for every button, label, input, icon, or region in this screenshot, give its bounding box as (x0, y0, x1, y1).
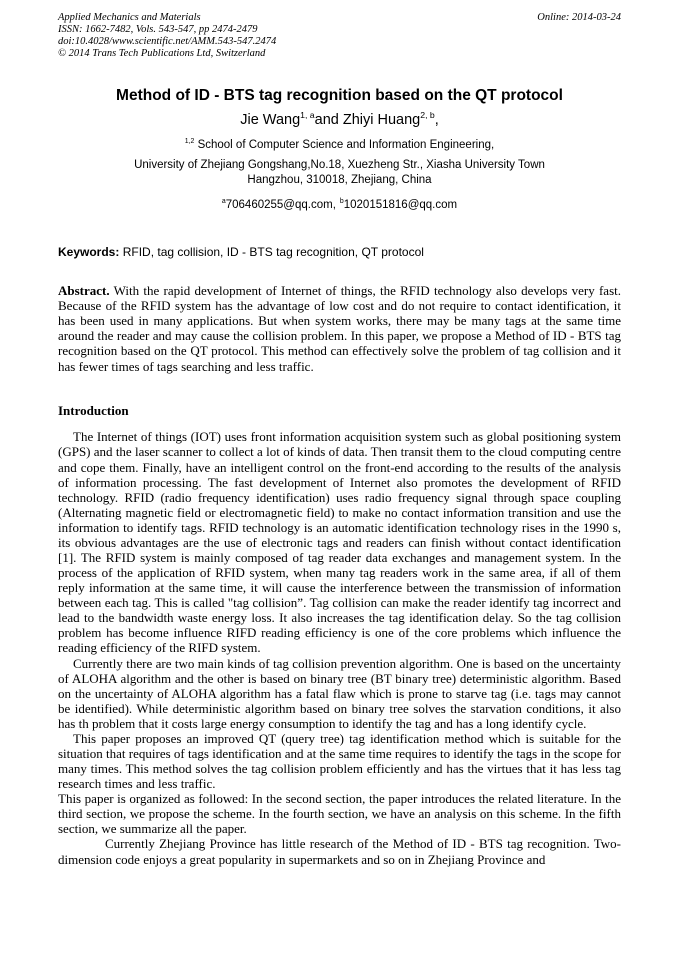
emails-line (58, 199, 621, 211)
keywords-line (58, 245, 621, 259)
author-second-superscript: 2, b (420, 110, 435, 121)
affiliation-address-block (58, 158, 621, 188)
journal-copyright-line: © 2014 Trans Tech Publications Ltd, Switzerland (58, 48, 266, 60)
affiliation-school: School of Computer Science and Information Engineering, (194, 139, 495, 152)
affiliation-city-line: Hangzhou, 310018, Zhejiang, China (247, 174, 432, 187)
intro-paragraph-2: Currently there are two main kinds of tag collision prevention algorithm. One is based on the uncertainty of ALOHA algorithm and the other is based on binary tree (BT binary tree) deterministic algorithm. Based on the uncertainty of ALOHA algorithm has a fatal flaw which is prone to starve tag (i.e. tags may cannot be identified). While deterministic algorithm based on binary tree solves the starvation conditions, it also has th problem that it costs large energy consumption to identify the tag and has a long identify cycle. (58, 655, 621, 731)
authors-trailing-comma: , (434, 112, 439, 129)
author-first-superscript: 1, a (300, 110, 315, 121)
intro-paragraph-3: This paper proposes an improved QT (query tree) tag identification method which is suitable for the situation that requires of tags identification and at the same time requires to identify the tags in the scope for many times. This method solves the tag collision problem efficiently and has the virtues that it has less tag research times and less traffic. (58, 730, 621, 792)
journal-header (58, 12, 621, 60)
affiliation-university-line: University of Zhejiang Gongshang,No.18, Xuezheng Str., Xiasha University Town (134, 159, 545, 172)
paper-title: Method of ID - BTS tag recognition based on the QT protocol (116, 87, 563, 105)
email-a: 706460255@qq.com, (225, 199, 336, 212)
intro-paragraph-1: The Internet of things (IOT) uses front information acquisition system such as global positioning system (GPS) and the laser scanner to collect a lot of kinds of data. Then transit them to the cloud computing centre and cope them. Finally, have an intelligent control on the front-end according to the results of the analysis of information processing. The fast development of Internet also promotes the development of RFID technology. RFID (radio frequency identification) uses radio frequency signal through space coupling (Alternating magnetic field or electromagnetic field) to make no contact information transition and use the information to identify tags. RFID technology is an automatic identification technology rises in the 1990 s, its obvious advantages are the use of electronic tags and readers can finish without contact identification [1]. The RFID system is mainly composed of tag reader data exchanges and management system. In the process of the application of RFID system, when many tag readers work in the same area, if all of them reply information at the same time, it will cause the interference between the transmission of information between each tag. This is called "tag collision”. Tag collision can make the reader identify tag incorrect and lead to the bandwidth waste energy loss. It also increases the tag identification delay. So the tag collision problem has become influence RIFD reading efficiency is one of the core problems which influence the reading efficiency of the RIFD system. (58, 429, 621, 656)
abstract-label: Abstract. (58, 283, 110, 299)
author-first-name: Jie Wang (240, 112, 301, 129)
journal-title: Applied Mechanics and Materials (58, 12, 201, 23)
abstract-text: With the rapid development of Internet of things, the RFID technology also develops very fast. Because of the RFID system has the advantage of low cost and do not require to contact identification, it has been used in many applications. But when system works, there may be many tags at the same time around the reader and may cause the collision problem. In this paper, we propose a Method of ID - BTS tag recognition based on the QT protocol. This method can effectively solve the problem of tag collision and it has fewer times of tags searching and less traffic. (58, 283, 621, 374)
journal-doi-line: doi:10.4028/www.scientific.net/AMM.543-547.2474 (58, 36, 277, 48)
keywords-text: RFID, tag collision, ID - BTS tag recognition, QT protocol (119, 245, 424, 260)
introduction-heading: Introduction (58, 402, 129, 418)
intro-paragraph-5: Currently Zhejiang Province has little research of the Method of ID - BTS tag recognition. Two-dimension code enjoys a great popularity in supermarkets and so on in Zhejiang Province and (58, 836, 621, 867)
email-a-superscript: a (221, 198, 226, 206)
journal-issn-line: ISSN: 1662-7482, Vols. 543-547, pp 2474-2479 (58, 24, 258, 36)
intro-paragraph-4: This paper is organized as followed: In the second section, the paper introduces the related literature. In the third section, we propose the scheme. In the fourth section, we have an analysis on this scheme. In the fifth section, we summarize all the paper. (58, 791, 621, 837)
abstract-paragraph (58, 283, 621, 373)
affiliation-line (58, 139, 621, 151)
keywords-label: Keywords: (58, 245, 120, 260)
journal-meta-block (58, 12, 276, 60)
online-date: Online: 2014-03-24 (537, 12, 621, 23)
email-b-superscript: b (339, 198, 344, 206)
authors-line (58, 112, 621, 128)
affiliation-superscript: 1,2 (184, 138, 195, 146)
email-b: 1020151816@qq.com (343, 199, 458, 212)
author-second-name: and Zhiyi Huang (314, 112, 421, 129)
